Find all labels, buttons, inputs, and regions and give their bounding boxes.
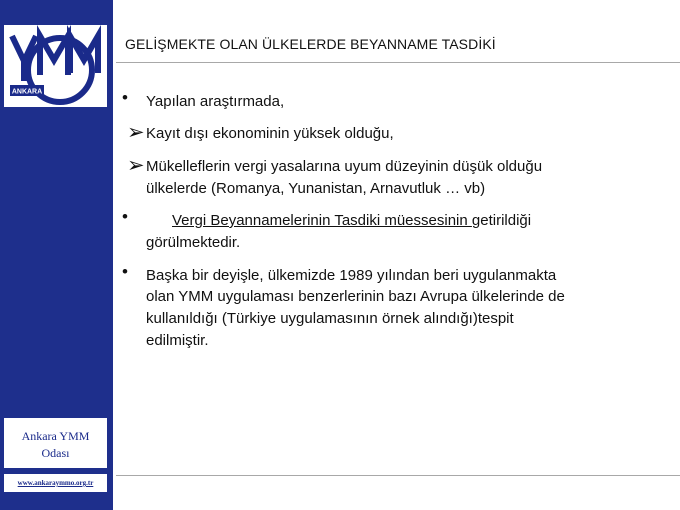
arrow-bullet-icon: ➢	[127, 121, 145, 144]
bullet-ymm-line3: kullanıldığı (Türkiye uygulamasının örnek alındığı)tespit	[146, 310, 514, 327]
bullet-tax-return-line1	[172, 210, 531, 232]
sub-item-informal-economy: Kayıt dışı ekonominin yüksek olduğu,	[146, 125, 394, 142]
ymm-logo-icon	[4, 25, 107, 107]
top-divider	[116, 62, 680, 63]
bullet-ymm-line1: Başka bir deyişle, ülkemizde 1989 yılından beri uygulanmakta	[146, 267, 557, 284]
page-title: GELİŞMEKTE OLAN ÜLKELERDE BEYANNAME TASDİKİ	[125, 36, 496, 52]
emphasized-text: Vergi Beyannamelerinin Tasdiki müessesinin	[172, 212, 472, 229]
website-link[interactable]: www.ankaraymmo.org.tr	[17, 479, 94, 487]
bullet-icon: •	[122, 88, 128, 107]
logo-text: ANKARA	[11, 88, 43, 96]
sidebar	[0, 0, 113, 510]
bullet-icon: •	[122, 262, 128, 281]
ymm-logo	[4, 25, 107, 107]
sub-item-compliance-line2: ülkelerde (Romanya, Yunanistan, Arnavutluk … vb)	[146, 180, 486, 197]
bottom-divider	[116, 475, 680, 476]
sub-item-compliance-line1: Mükelleflerin vergi yasalarına uyum düzeyinin düşük olduğu	[146, 158, 543, 175]
org-name-line1: Ankara YMM	[21, 429, 90, 443]
org-name-line2: Odası	[41, 446, 70, 460]
bullet-tax-return-line2: görülmektedir.	[146, 234, 241, 251]
bullet-ymm-line4: edilmiştir.	[146, 332, 209, 349]
bullet-icon: •	[122, 207, 128, 226]
org-name-box	[4, 418, 107, 468]
arrow-bullet-icon: ➢	[127, 154, 145, 177]
bullet-intro-text: Yapılan araştırmada,	[146, 93, 285, 110]
bullet-tax-return-rest: getirildiği	[471, 212, 532, 229]
website-box	[4, 474, 107, 492]
bullet-ymm-line2: olan YMM uygulaması benzerlerinin bazı Avrupa ülkelerinde de	[146, 288, 565, 305]
